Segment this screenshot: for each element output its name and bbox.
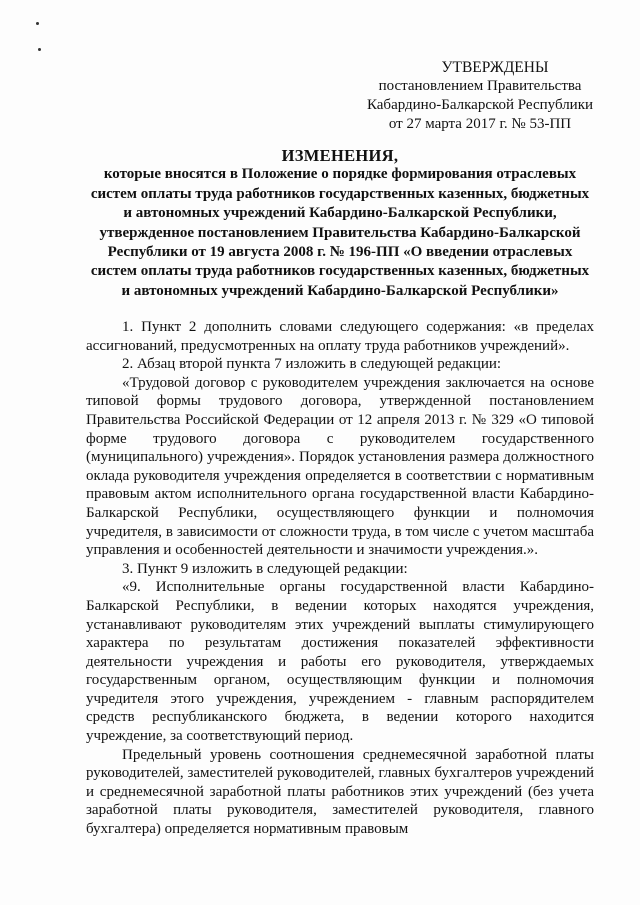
approval-heading: УТВЕРЖДЕНЫ [441, 59, 549, 76]
paragraph-2: 2. Абзац второй пункта 7 изложить в следующей редакции: [122, 356, 502, 373]
paragraph-6: Предельный уровень соотношения среднемесячной заработной платы руководителей, заместителей руководителей, главных бухгалтеров учреждений и среднемесячной заработной платы работников этих учреждений (без учета заработной платы руководителя, заместителей руководителя, главного бухгалтера) определяется нормативным правовым [86, 746, 594, 838]
approval-stamp [360, 58, 600, 134]
paragraph-3-quote: «Трудовой договор с руководителем учреждения заключается на основе типовой формы трудового договора, утвержденной постановлением Правительства Российской Федерации от 12 апреля 2013 г. № 329 «О типовой форме трудового договора с руководителем государственного (муниципального) учреждения». Порядок установления размера должностного оклада руководителя учреждения определяется в соответствии с нормативным правовым актом исполнительного органа государственной власти Кабардино-Балкарской Республики, осуществляющего функции и полномочия учредителя, в зависимости от сложности труда, в том числе с учетом масштаба управления и особенностей деятельности и значимости учреждения.». [86, 374, 594, 559]
paragraph-4: 3. Пункт 9 изложить в следующей редакции: [122, 560, 408, 577]
scan-speck [38, 48, 41, 51]
document-title-block [86, 146, 594, 301]
paragraph-5-quote: «9. Исполнительные органы государственной власти Кабардино-Балкарской Республики, в ведении которых находятся учреждения, устанавливают руководителям этих учреждений выплаты стимулирующего характера по результатам достижения показателей эффективности деятельности учреждения и работы его руководителя, утверждаемых государственным органом, осуществляющим функции и полномочия учредителя этого учреждения, учреждением - главным распорядителем средств республиканского бюджета, в ведении которого находится учреждение, за соответствующий период. [86, 579, 594, 745]
paragraph-1: 1. Пункт 2 дополнить словами следующего содержания: «в пределах ассигнований, предусмотренных на оплату труда работников учреждений». [86, 319, 594, 354]
document-subtitle: которые вносятся в Положение о порядке формирования отраслевых систем оплаты труда работников государственных казенных, бюджетных и автономных учреждений Кабардино-Балкарской Республики, утвержденное постановлением Правительства Кабардино-Балкарской Республики от 19 августа 2008 г. № 196-ПП «О введении отраслевых систем оплаты труда работников государственных казенных, бюджетных и автономных учреждений Кабардино-Балкарской Республики» [90, 166, 590, 299]
approval-line-2: Кабардино-Балкарской Республики [366, 97, 594, 113]
approval-line-1: постановлением Правительства [378, 78, 582, 94]
approval-line-3: от 27 марта 2017 г. № 53-ПП [388, 116, 572, 132]
document-title: ИЗМЕНЕНИЯ, [281, 146, 399, 165]
scan-speck [36, 22, 39, 25]
document-body [86, 318, 594, 839]
